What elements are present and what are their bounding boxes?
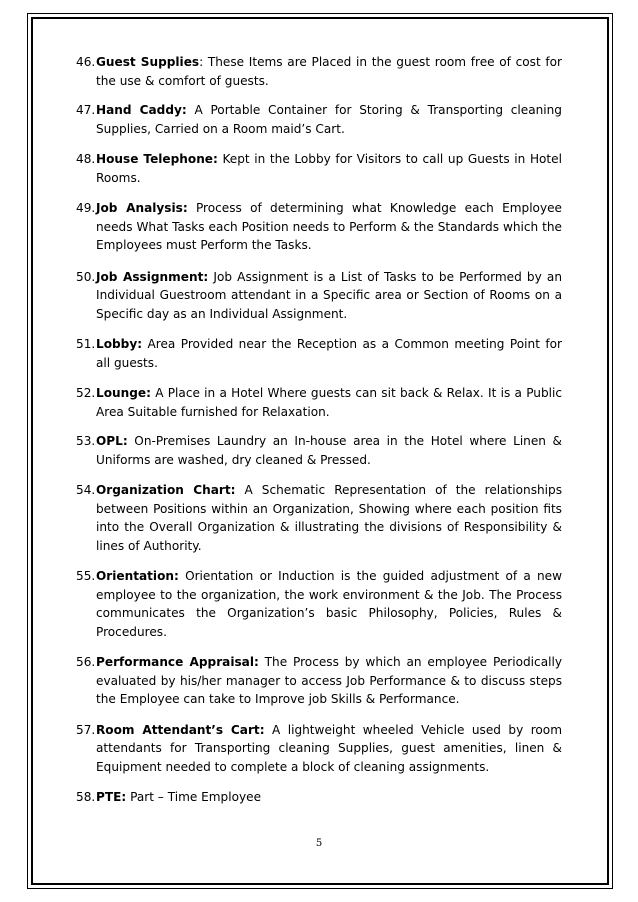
glossary-entry-51 <box>76 335 562 372</box>
entry-number: 48. <box>76 152 96 166</box>
entry-term: House Telephone: <box>96 152 218 166</box>
glossary-entry-50 <box>76 268 562 324</box>
glossary-entry-47 <box>76 101 562 138</box>
entry-definition: Area Provided near the Reception as a Common meeting Point for all guests. <box>96 337 562 370</box>
entry-definition: A Portable Container for Storing & Transporting cleaning Supplies, Carried on a Room maid’s Cart. <box>96 103 562 136</box>
glossary-entry-56 <box>76 653 562 709</box>
entry-term: Orientation: <box>96 569 179 583</box>
entry-number: 50. <box>76 269 96 284</box>
glossary-entry-48 <box>76 150 562 187</box>
entry-separator <box>188 201 196 215</box>
entry-separator <box>235 483 244 497</box>
entry-definition: A lightweight wheeled Vehicle used by room attendants for Transporting cleaning Supplies, guest amenities, linen & Equipment needed to complete a block of cleaning assignments. <box>96 722 562 774</box>
entry-term: Hand Caddy: <box>96 103 187 117</box>
entry-number: 56. <box>76 655 96 669</box>
glossary-entry-54 <box>76 481 562 555</box>
glossary-entry-55 <box>76 567 562 641</box>
page-number: 5 <box>315 838 323 849</box>
glossary-entry-52 <box>76 384 562 421</box>
entry-term: Lounge: <box>96 386 151 400</box>
entry-number: 57. <box>76 722 96 737</box>
entry-number: 52. <box>76 386 96 400</box>
entry-number: 55. <box>76 569 96 583</box>
glossary-entry-49 <box>76 199 562 255</box>
entry-term: Room Attendant’s Cart: <box>96 722 265 737</box>
glossary-entry-46 <box>76 53 562 90</box>
entry-separator <box>265 723 272 737</box>
entry-definition: These Items are Placed in the guest room free of cost for the use & comfort of guests. <box>96 55 562 88</box>
entry-number: 58. <box>76 790 96 804</box>
entry-term: Performance Appraisal: <box>96 655 259 669</box>
entry-number: 51. <box>76 337 96 351</box>
entry-separator: : <box>199 55 208 69</box>
entry-definition: On-Premises Laundry an In-house area in the Hotel where Linen & Uniforms are washed, dry cleaned & Pressed. <box>96 434 562 467</box>
entry-number: 53. <box>76 434 96 448</box>
entry-definition: Process of determining what Knowledge each Employee needs What Tasks each Position needs to Perform & the Standards which the Employees must Perform the Tasks. <box>96 201 562 252</box>
entry-definition: Orientation or Induction is the guided adjustment of a new employee to the organization, the work environment & the Job. The Process communicates the Organization’s basic Philosophy, Policies, Rules & Procedures. <box>96 569 562 639</box>
entry-definition: The Process by which an employee Periodically evaluated by his/her manager to access Job Performance & to discuss steps the Employee can take to Improve job Skills & Performance. <box>96 655 562 706</box>
entry-definition: Part – Time Employee <box>130 790 262 804</box>
entry-number: 54. <box>76 483 96 497</box>
glossary-entry-57 <box>76 721 562 777</box>
glossary-entry-58 <box>76 788 562 807</box>
entry-definition: A Place in a Hotel Where guests can sit back & Relax. It is a Public Area Suitable furnished for Relaxation. <box>96 386 562 419</box>
glossary-entry-53 <box>76 432 562 469</box>
entry-term: PTE: <box>96 790 127 804</box>
entry-number: 47. <box>76 103 96 117</box>
entry-term: Job Analysis: <box>96 201 188 215</box>
entry-definition: A Schematic Representation of the relationships between Positions within an Organization, Showing where each position fits into the Overall Organization & illustrating the divisions of Responsibility & lines of Authority. <box>96 483 562 553</box>
entry-number: 46. <box>76 55 96 69</box>
entry-term: OPL: <box>96 434 128 448</box>
entry-term: Job Assignment: <box>96 269 209 284</box>
entry-term: Guest Supplies <box>96 55 200 69</box>
entry-number: 49. <box>76 201 96 215</box>
entry-term: Organization Chart: <box>96 483 236 497</box>
entry-definition: Kept in the Lobby for Visitors to call up Guests in Hotel Rooms. <box>96 152 562 185</box>
glossary-list <box>76 53 562 807</box>
entry-term: Lobby: <box>96 337 143 351</box>
entry-definition: Job Assignment is a List of Tasks to be Performed by an Individual Guestroom attendant in a Specific area or Section of Rooms on a Specific day as an Individual Assignment. <box>96 269 562 321</box>
